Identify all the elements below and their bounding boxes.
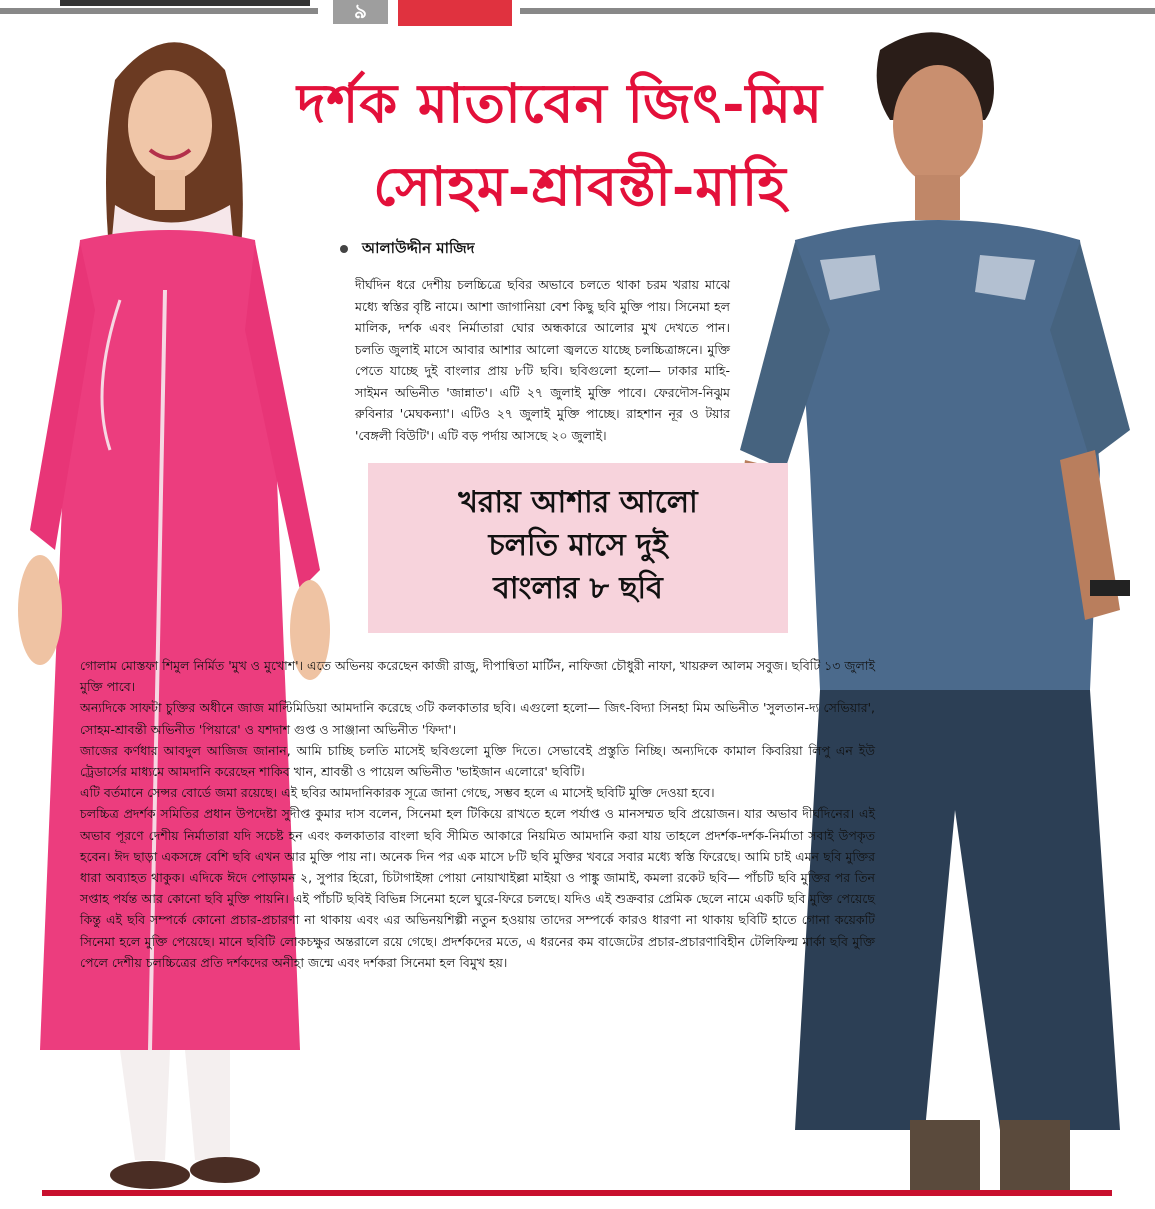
page-number: ৯ <box>354 0 367 23</box>
body-column <box>80 655 875 973</box>
headline-line-2: সোহম-শ্রাবন্তী-মাহি <box>373 154 787 218</box>
body-paragraph-2: অন্যদিকে সাফটা চুক্তির অধীনে জাজ মাল্টিমিডিয়া আমদানি করেছে ৩টি কলকাতার ছবি। এগুলো হলো— জিৎ-বিদ্যা সিনহা মিম অভিনীত 'সুলতান-দ্য সেভিয়ার', সোহম-শ্রাবন্তী অভিনীত 'পিয়ারে' ও যশদাশ গুপ্ত ও সাঞ্জানা অভিনীত 'ফিদা'। <box>80 700 875 737</box>
masthead-left-dark-strip <box>60 0 310 6</box>
page-number-box <box>333 0 388 24</box>
page-bottom-rule <box>42 1190 1112 1196</box>
body-paragraph-3: জাজের কর্ণধার আবদুল আজিজ জানান, আমি চাচ্ছি চলতি মাসেই ছবিগুলো মুক্তি দিতে। সেভাবেই প্রস্তুতি নিচ্ছি। অন্যদিকে কামাল কিবরিয়া লিপু এন ইউ ট্রেডার্সের মাধ্যমে আমদানি করেছেন শাকিব খান, শ্রাবন্তী ও পায়েল অভিনীত 'ভাইজান এলোরে' ছবিটি। <box>80 742 875 780</box>
pullquote-line-1: খরায় আশার আলো <box>458 485 698 520</box>
body-paragraph-1: গোলাম মোস্তফা শিমুল নির্মিত 'মুখ ও মুখোশ'। এতে অভিনয় করেছেন কাজী রাজু, দীপান্বিতা মার্টিন, নাফিজা চৌধুরী নাফা, খায়রুল আলম সবুজ। ছবিটি ১৩ জুলাই মুক্তি পাবে। <box>80 658 875 695</box>
section-label-box <box>398 0 512 26</box>
intro-column <box>355 274 730 446</box>
byline-author: আলাউদ্দীন মাজিদ <box>362 239 475 257</box>
pullquote-line-2: চলতি মাসে দুই <box>488 528 668 563</box>
body-paragraph-4: এটি বর্তমানে সেন্সর বোর্ডে জমা রয়েছে। এই ছবির আমদানিকারক সূত্রে জানা গেছে, সম্ভব হলে এ মাসেই ছবিটি মুক্তি দেওয়া হবে। <box>80 785 715 801</box>
headline-line-1: দর্শক মাতাবেন জিৎ-মিম <box>297 71 823 135</box>
body-paragraph-5: চলচ্চিত্র প্রদর্শক সমিতির প্রধান উপদেষ্টা সুদীপ্ত কুমার দাস বলেন, সিনেমা হল টিকিয়ে রাখতে হলে পর্যাপ্ত ও মানসম্মত ছবি প্রয়োজন। যার অভাব দীর্ঘদিনের। এই অভাব পূরণে দেশীয় নির্মাতারা যদি সচেষ্ট হন এবং কলকাতার বাংলা ছবি সীমিত আকারে নিয়মিত আমদানি করা যায় তাহলে প্রদর্শক-দর্শক-নির্মাতা সবাই উপকৃত হবেন। ঈদ ছাড়া একসঙ্গে বেশি ছবি এখন আর মুক্তি পায় না। অনেক দিন পর এক মাসে ৮টি ছবি মুক্তির খবরে সবার মধ্যে স্বস্তি ফিরেছে। আমি চাই এমন ছবি মুক্তির ধারা অব্যাহত থাকুক। এদিকে ঈদে পোড়ামন ২, সুপার হিরো, চিটাগাইঙ্গা পোয়া নোয়াখাইল্লা মাইয়া ও পাঙ্কু জামাই, কমলা রকেট ছবি— পাঁচটি ছবি মুক্তির পর তিন সপ্তাহ পর্যন্ত আর কোনো ছবি মুক্তি পায়নি। এই পাঁচটি ছবিই বিভিন্ন সিনেমা হলে ঘুরে-ফিরে চলছে। যদিও এই শুক্রবার প্রেমিক ছেলে নামে একটি ছবি মুক্তি পেয়েছে কিন্তু এই ছবি সম্পর্কে কোনো প্রচার-প্রচারণা না থাকায় এবং এর অভিনয়শিল্পী নতুন হওয়ায় তাদের সম্পর্কে কারও ধারণা না থাকায় ছবিটি হাতে গোনা কয়েকটি সিনেমা হলে মুক্তি পেয়েছে। মানে ছবিটি লোকচক্ষুর অন্তরালে রয়ে গেছে। প্রদর্শকদের মতে, এ ধরনের কম বাজেটের প্রচার-প্রচারণাবিহীন টেলিফিল্ম মার্কা ছবি মুক্তি পেলে দেশীয় চলচ্চিত্রের প্রতি দর্শকদের অনীহা জন্মে এবং দর্শকরা সিনেমা হল বিমুখ হয়। <box>80 806 875 970</box>
intro-paragraph: দীর্ঘদিন ধরে দেশীয় চলচ্চিত্রে ছবির অভাবে চলতে থাকা চরম খরায় মাঝে মধ্যে স্বস্তির বৃষ্টি নামে। আশা জাগানিয়া বেশ কিছু ছবি মুক্তি পায়। সিনেমা হল মালিক, দর্শক এবং নির্মাতারা ঘোর অন্ধকারে আলোর মুখ দেখতে পান। চলতি জুলাই মাসে আবার আশার আলো জ্বলতে যাচ্ছে চলচ্চিত্রাঙ্গনে। মুক্তি পেতে যাচ্ছে দুই বাংলার প্রায় ৮টি ছবি। ছবিগুলো হলো— ঢাকার মাহি-সাইমন অভিনীত 'জান্নাত'। এটি ২৭ জুলাই মুক্তি পাবে। ফেরদৌস-নিঝুম রুবিনার 'মেঘকন্যা'। এটিও ২৭ জুলাই মুক্তি পাচ্ছে। রাহশান নূর ও টয়ার 'বেঙ্গলী বিউটি'। এটি বড় পর্দায় আসছে ২০ জুলাই। <box>355 277 730 443</box>
pullquote-box <box>368 463 788 633</box>
pullquote <box>368 481 788 610</box>
pullquote-line-3: বাংলার ৮ ছবি <box>493 571 663 606</box>
byline-bullet-icon <box>340 245 348 253</box>
byline <box>340 237 475 262</box>
